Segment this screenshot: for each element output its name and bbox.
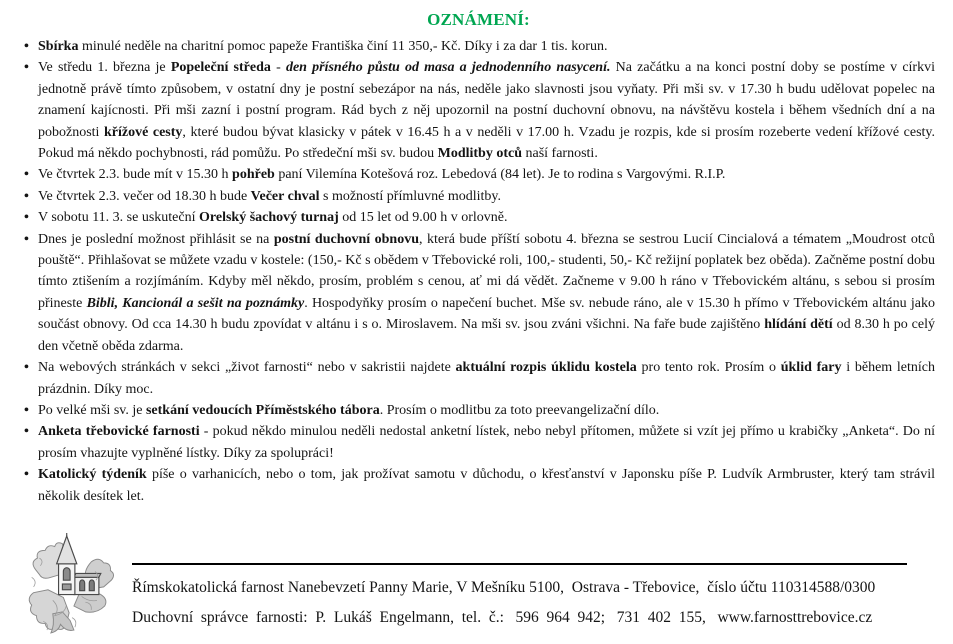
text-segment: , která bude příští sobotu 4. března se sestrou Lucií Cincialová a tématem „Moudrost otců pouště“. Přihlašovat se můžete vzadu v kostele: (150,- Kč s obědem v Třebovické roli, 100,- studenti, 50,- Kč režijní poplatek bez oběda). Začněme postní dobu tímto ztišením a rozjímáním. Kdyby měl někdo, prosím, problém s cenou, ať mi dá vědět. Začneme v 9.00 h ráno v Třebovickém altánu, s sebou si prosím přineste [38, 231, 935, 311]
text-segment: . Prosím o modlitbu za toto preevangelizační dílo. [379, 402, 660, 418]
text-segment: minulé neděle na charitní pomoc papeže Františka činí 11 350,- Kč. Díky i za dar 1 tis. korun. [78, 39, 608, 54]
text-segment: - [270, 60, 286, 76]
text-segment: Večer chval [250, 188, 320, 204]
text-segment: Na webových stránkách v sekci „život farnosti“ nebo v sakristii najdete [38, 360, 456, 376]
page-title: OZNÁMENÍ: [427, 10, 530, 29]
text-segment: setkání vedoucích Příměstského tábora [145, 402, 380, 418]
footer-divider [132, 563, 907, 565]
text-segment: Na začátku a na konci postní doby se postíme v církvi jednotně právě tímto způsobem, v ostatní dny je postní sebezápor na nás, neděle jako slavnosti jsou vyňaty. Při mši sv. v 17.30 h budu udělovat popelec na znamení kajícnosti. Při mši zazní i postní program. Rád bych z něj upozornil na postní duchovní obnovu, na návštěvu kostela i během všedních dní a na pobožnosti [38, 60, 935, 140]
text-segment: pohřeb [232, 167, 275, 183]
announcement-item [22, 57, 935, 164]
text-segment: , které budou bývat klasicky v pátek v 16.45 h a v neděli v 17.00 h. Vzadu je rozpis, kde si prosím rozeberte vedení křížové cesty. Pokud má někdo pochybnosti, rád pomůžu. Po středeční mši sv. budou [38, 124, 935, 162]
text-segment: Sbírka [38, 39, 79, 54]
text-segment: úklid fary [780, 360, 842, 376]
text-segment: hlídání dětí [764, 317, 833, 333]
text-segment: postní duchovní obnovu [273, 231, 419, 247]
text-segment: Katolický týdeník [38, 467, 147, 483]
text-segment: od 15 let od 9.00 h v orlovně. [338, 210, 508, 226]
text-segment: Ve čtvrtek 2.3. bude mít v 15.30 h [38, 167, 233, 183]
text-segment: píše o varhanicích, nebo o tom, jak prožívat samotu v důchodu, o křesťanství v Japonsku píše P. Ludvík Armbruster, který tam strávil několik desítek let. [38, 467, 935, 504]
church-sketch-icon [24, 533, 120, 635]
announcement-item [22, 186, 935, 207]
announcement-item [22, 229, 935, 357]
text-segment: Modlitby otců [437, 146, 522, 162]
announcement-list [22, 36, 935, 507]
text-segment: Ve čtvrtek 2.3. večer od 18.30 h bude [38, 188, 251, 204]
announcement-item [22, 421, 935, 464]
text-segment: i během letních prázdnin. Díky moc. [38, 360, 936, 397]
announcement-item [22, 357, 935, 400]
text-segment: paní Vilemína Kotešová roz. Lebedová (84 let). Je to rodina s Vargovými. R.I.P. [274, 167, 726, 183]
footer [22, 533, 935, 635]
text-segment: Bibli, Kancionál a sešit na poznámky [86, 295, 305, 311]
text-segment: Anketa třebovické farnosti [38, 424, 200, 440]
text-segment: pro tento rok. Prosím o [636, 360, 781, 376]
text-segment: Ve středu 1. března je [38, 60, 171, 76]
text-segment: s možností přímluvné modlitby. [319, 188, 501, 204]
announcement-item [22, 36, 935, 57]
text-segment: Orelský šachový turnaj [199, 210, 339, 226]
text-segment: Po velké mši sv. je [38, 402, 146, 418]
announcement-item [22, 400, 935, 421]
text-segment: V sobotu 11. 3. se uskuteční [38, 210, 199, 226]
text-segment: naší farnosti. [522, 146, 598, 162]
announcement-item [22, 207, 935, 228]
text-segment: - pokud někdo minulou neděli nedostal anketní lístek, nebo nebyl přítomen, můžete si vzít jej přímo u krabičky „Anketa“. Do ní prosím vhazujte vyplněné lístky. Díky za spolupráci! [38, 424, 935, 461]
text-segment: . Hospodyňky prosím o napečení buchet. Mše sv. nebude ráno, ale v 15.30 h přímo v Třebovickém altánu jako součást obnovy. Od cca 14.30 h budu zpovídat v altánu i s o. Miroslavem. Na mši sv. jsou zváni všichni. Na faře bude zajištěno [38, 295, 935, 333]
announcement-item [22, 464, 935, 507]
footer-address-line: Římskokatolická farnost Nanebevzetí Panny Marie, V Mešníku 5100, Ostrava - Třebovice, číslo účtu 110314588/0300 [132, 578, 876, 596]
text-segment: od 8.30 h po celý den včetně oběda zdarma. [38, 317, 935, 354]
text-segment: Popeleční středa [170, 60, 271, 76]
footer-text-block [132, 533, 907, 633]
announcement-item [22, 164, 935, 185]
text-segment: Dnes je poslední možnost přihlásit se na [38, 231, 274, 247]
text-segment: den přísného půstu od masa a jednodenního nasycení. [285, 60, 611, 76]
text-segment: křížové cesty [104, 124, 183, 140]
text-segment: aktuální rozpis úklidu kostela [455, 360, 637, 376]
footer-contact-line: Duchovní správce farnosti: P. Lukáš Engelmann, tel. č.: 596 964 942; 731 402 155, www.farnosttrebovice.cz [132, 608, 873, 626]
